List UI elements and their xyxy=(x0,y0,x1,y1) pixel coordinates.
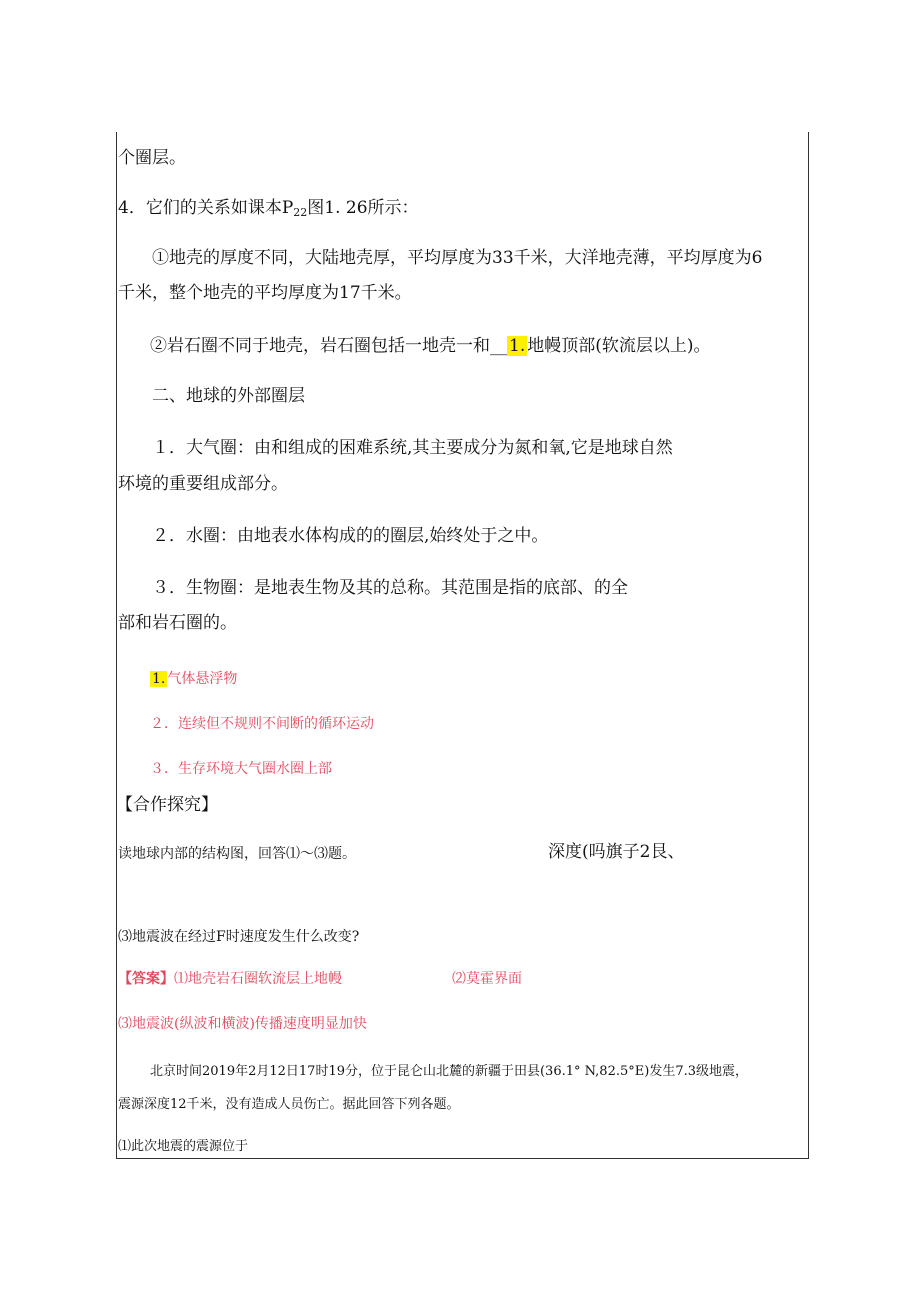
paragraph-2 xyxy=(118,198,419,223)
section-title: 【合作探究】 xyxy=(116,795,218,815)
paragraph-3a: ①地壳的厚度不同，大陆地壳厚，平均厚度为33千米，大洋地壳薄，平均厚度为6 xyxy=(152,248,763,268)
paragraph-4 xyxy=(150,336,711,356)
subscript: 22 xyxy=(293,206,308,219)
news-paragraph-b: 震源深度12千米，没有造成人员伤亡。据此回答下列各题。 xyxy=(118,1097,460,1112)
text-pre: ．它们的关系如课本P xyxy=(128,198,294,218)
answer-line xyxy=(118,970,342,988)
answer-3-line: ⑶地震波(纵波和横波)传播速度明显加快 xyxy=(118,1016,367,1032)
highlight-mark: 1. xyxy=(509,336,526,356)
answer-1 xyxy=(150,670,237,688)
paragraph-5a: １．大气圈：由和组成的困难系统,其主要成分为氮和氧,它是地球自然 xyxy=(152,438,673,458)
answer-label: 【答案】 xyxy=(118,971,174,987)
paragraph-6: ２．水圈：由地表水体构成的的圈层,始终处于之中。 xyxy=(152,526,549,546)
text-post: 地幔顶部(软流层以上)。 xyxy=(527,336,711,356)
paragraph-3b: 千米，整个地壳的平均厚度为17千米。 xyxy=(118,283,412,303)
answer-a1: ⑴地壳岩石圈软流层上地幔 xyxy=(174,971,342,987)
paragraph-1: 个圈层。 xyxy=(118,148,186,168)
reading-prompt: 读地球内部的结构图，回答⑴～⑶题。 xyxy=(118,846,356,862)
question-3: ⑶地震波在经过F时速度发生什么改变? xyxy=(118,929,360,945)
item-number: 4 xyxy=(118,198,129,218)
answer-a2: ⑵莫霍界面 xyxy=(452,971,522,987)
section-heading-2: 二、地球的外部圈层 xyxy=(152,386,305,406)
highlight-mark: 1. xyxy=(152,671,166,687)
text-post: 图1. 26所示： xyxy=(307,198,419,218)
paragraph-5b: 环境的重要组成部分。 xyxy=(118,474,288,494)
paragraph-7a: ３．生物圈：是地表生物及其的总称。其范围是指的底部、的全 xyxy=(152,578,628,598)
text-pre: ②岩石圈不同于地壳，岩石圈包括一地壳一和 xyxy=(150,336,490,356)
answer-2: ２．连续但不规则不间断的循环运动 xyxy=(150,716,374,732)
fill-blank: __ xyxy=(490,336,507,356)
answer-3: ３．生存环境大气圈水圈上部 xyxy=(150,761,332,777)
depth-label: 深度(吗旗子2艮、 xyxy=(548,842,685,862)
paragraph-7b: 部和岩石圈的。 xyxy=(118,613,237,633)
answer-1-text: 气体悬浮物 xyxy=(167,671,238,687)
question-last: ⑴此次地震的震源位于 xyxy=(118,1139,249,1154)
news-paragraph-a: 北京时间2019年2月12日17时19分，位于昆仑山北麓的新疆于田县(36.1° N,82.5°E)发生7.3级地震， xyxy=(150,1064,748,1079)
